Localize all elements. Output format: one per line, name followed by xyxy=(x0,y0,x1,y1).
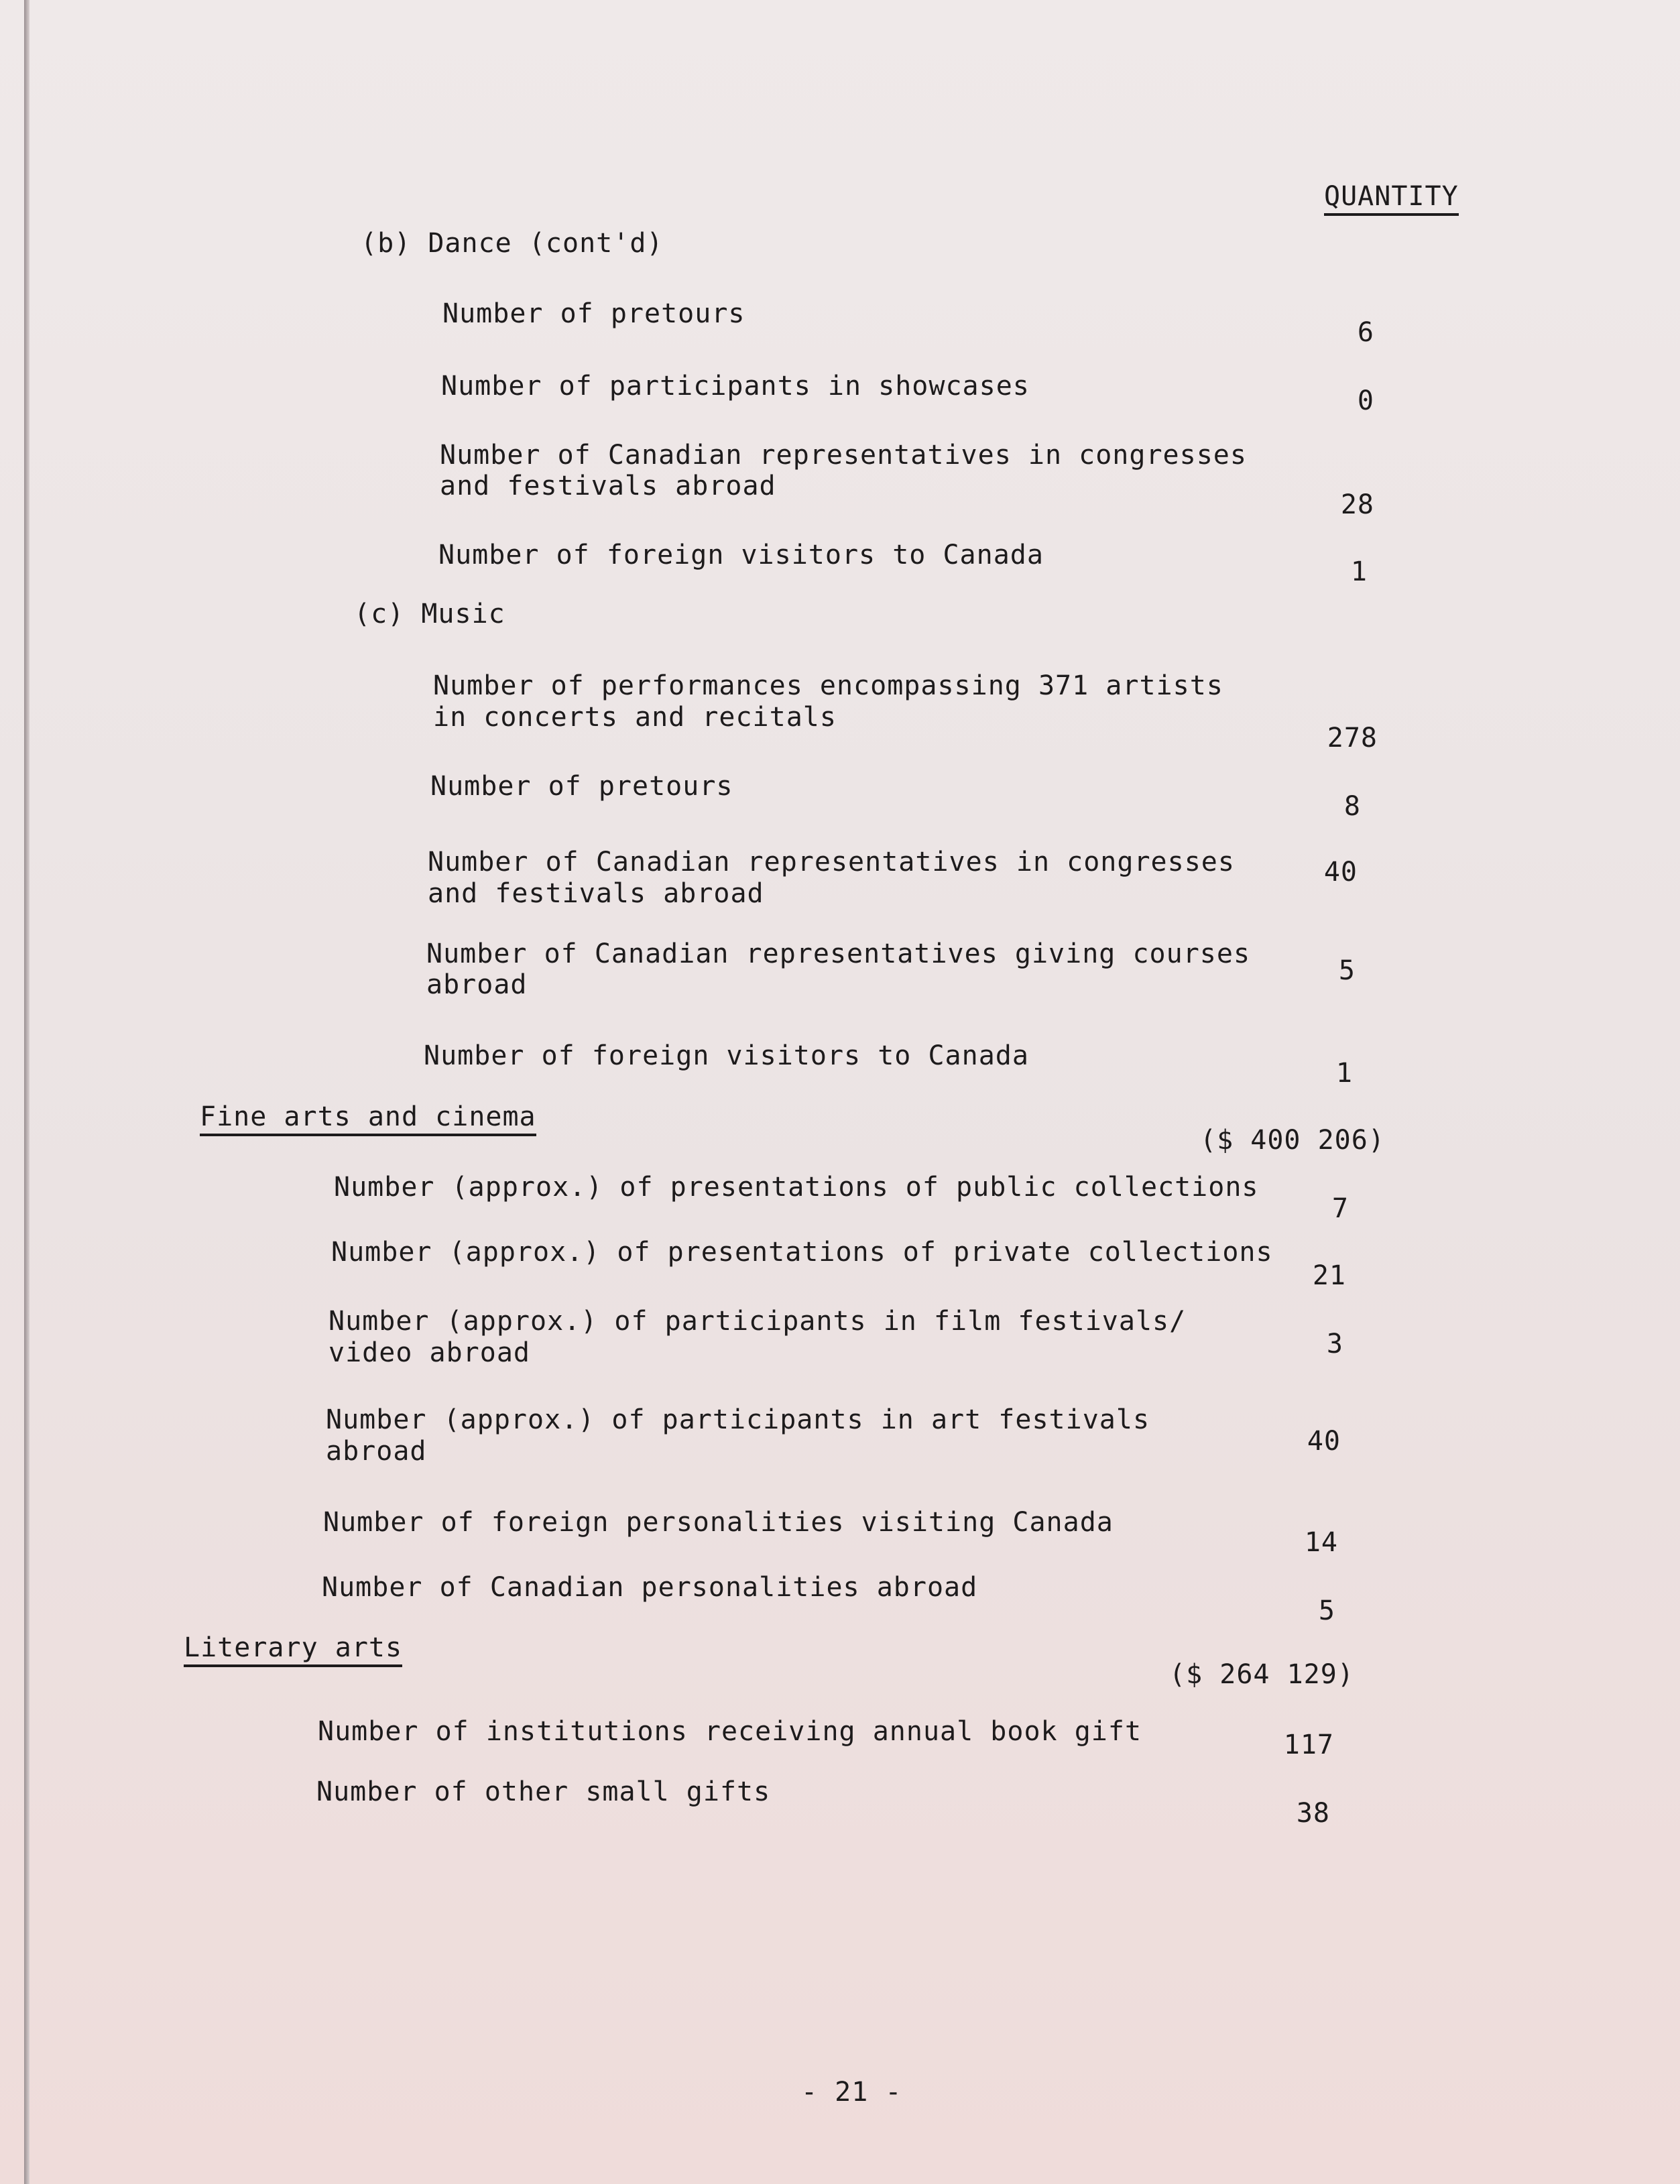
fine-arts-row-3-label-cont: video abroad xyxy=(328,1337,530,1368)
music-row-3-label-cont: and festivals abroad xyxy=(428,878,764,909)
music-row-2-label: Number of pretours xyxy=(430,771,733,802)
dance-row-3-label-cont: and festivals abroad xyxy=(440,471,776,501)
music-row-5-qty: 1 xyxy=(1335,1058,1353,1089)
literary-arts-amount: ($ 264 129) xyxy=(1169,1659,1354,1690)
page-edge-shadow xyxy=(24,0,29,2184)
dance-row-4-label: Number of foreign visitors to Canada xyxy=(438,540,1044,570)
fine-arts-row-3-qty: 3 xyxy=(1326,1329,1343,1359)
music-row-4-label: Number of Canadian representatives giving courses xyxy=(426,938,1251,969)
fine-arts-heading: Fine arts and cinema xyxy=(200,1101,536,1136)
fine-arts-row-4-qty: 40 xyxy=(1307,1426,1341,1457)
music-row-4-qty: 5 xyxy=(1338,955,1356,986)
music-heading: (c) Music xyxy=(354,599,505,629)
dance-row-1-qty: 6 xyxy=(1357,317,1374,348)
fine-arts-row-2-label: Number (approx.) of presentations of private collections xyxy=(331,1237,1273,1268)
fine-arts-row-3-label: Number (approx.) of participants in film festivals/ xyxy=(328,1306,1187,1337)
dance-row-4-qty: 1 xyxy=(1350,556,1368,587)
music-row-3-label: Number of Canadian representatives in congresses xyxy=(428,847,1235,877)
fine-arts-row-1-label: Number (approx.) of presentations of public collections xyxy=(334,1172,1259,1203)
dance-row-2-qty: 0 xyxy=(1357,385,1374,416)
literary-row-1-qty: 117 xyxy=(1283,1730,1334,1760)
page-number: - 21 - xyxy=(801,2077,902,2108)
music-row-4-label-cont: abroad xyxy=(426,969,528,1000)
fine-arts-row-4-label: Number (approx.) of participants in art festivals xyxy=(326,1404,1150,1435)
dance-row-3-label: Number of Canadian representatives in congresses xyxy=(440,440,1247,471)
fine-arts-row-5-qty: 14 xyxy=(1304,1527,1338,1558)
fine-arts-row-6-qty: 5 xyxy=(1318,1595,1335,1626)
literary-arts-heading: Literary arts xyxy=(184,1632,402,1667)
music-row-2-qty: 8 xyxy=(1343,791,1361,822)
literary-row-2-qty: 38 xyxy=(1296,1798,1330,1829)
fine-arts-row-2-qty: 21 xyxy=(1312,1260,1346,1291)
fine-arts-row-4-label-cont: abroad xyxy=(326,1436,427,1467)
fine-arts-row-1-qty: 7 xyxy=(1331,1193,1349,1224)
music-row-1-qty: 278 xyxy=(1327,723,1378,753)
dance-row-3-qty: 28 xyxy=(1340,489,1374,520)
dance-row-1-label: Number of pretours xyxy=(442,298,745,329)
music-row-1-label: Number of performances encompassing 371 artists xyxy=(433,670,1223,701)
literary-row-2-label: Number of other small gifts xyxy=(316,1776,771,1807)
fine-arts-row-5-label: Number of foreign personalities visiting Canada xyxy=(323,1507,1114,1538)
dance-row-2-label: Number of participants in showcases xyxy=(441,371,1030,402)
music-row-3-qty: 40 xyxy=(1323,857,1358,888)
music-row-1-label-cont: in concerts and recitals xyxy=(433,702,837,733)
dance-heading: (b) Dance (cont'd) xyxy=(361,228,664,259)
fine-arts-amount: ($ 400 206) xyxy=(1200,1125,1385,1156)
literary-row-1-label: Number of institutions receiving annual book gift xyxy=(318,1716,1142,1747)
quantity-column-header: QUANTITY xyxy=(1324,181,1459,216)
fine-arts-row-6-label: Number of Canadian personalities abroad xyxy=(322,1572,978,1603)
music-row-5-label: Number of foreign visitors to Canada xyxy=(424,1040,1029,1071)
